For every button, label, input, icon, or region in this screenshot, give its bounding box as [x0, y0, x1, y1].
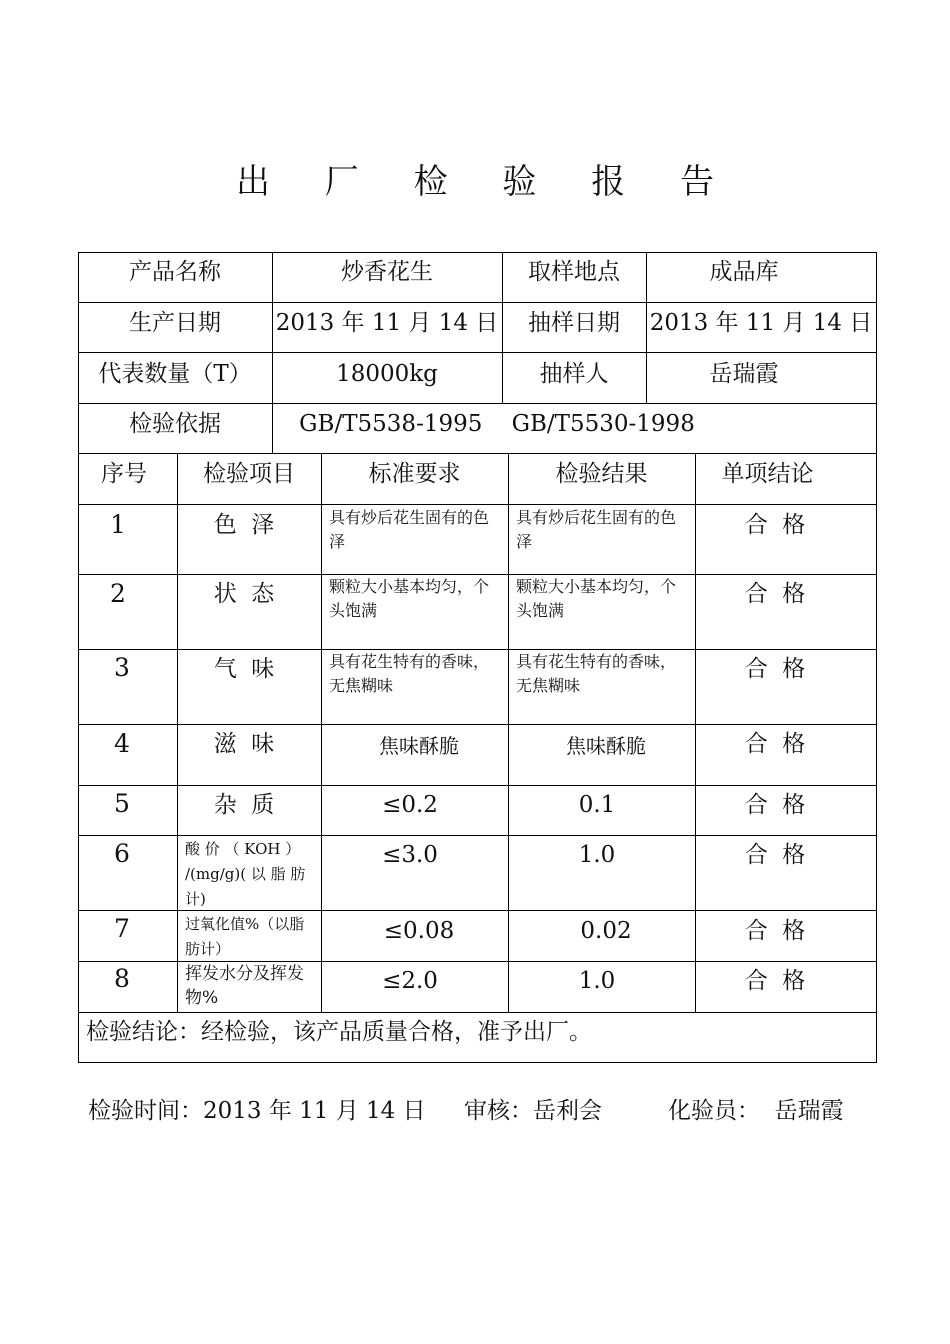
inspection-time: 检验时间：2013 年 11 月 14 日: [88, 1098, 426, 1124]
col-header-no: 序号: [101, 461, 147, 487]
quantity-value: 18000kg: [336, 361, 438, 387]
sample-location-label: 取样地点: [528, 259, 620, 285]
row-item: 酸 价 （ KOH ） /(mg/g)( 以 脂 肪 计): [185, 840, 306, 908]
row-conclusion: 合 格: [744, 512, 806, 538]
col-header-standard: 标准要求: [368, 461, 461, 487]
row-no: 1: [110, 510, 126, 539]
row-standard: 具有花生特有的香味，无焦糊味: [329, 652, 490, 695]
row-no: 5: [114, 789, 130, 818]
product-name-label: 产品名称: [129, 259, 221, 285]
row-result: 具有花生特有的香味，无焦糊味: [516, 652, 677, 695]
row-standard: ≤0.2: [382, 792, 438, 818]
row-item: 滋 味: [213, 731, 275, 757]
sampling-date-label: 抽样日期: [528, 310, 620, 336]
row-standard: 焦味酥脆: [379, 734, 459, 758]
inspection-conclusion: 检验结论：经检验，该产品质量合格，准予出厂。: [86, 1019, 592, 1045]
row-item: 色 泽: [213, 512, 275, 538]
row-item: 过氧化值%（以脂肪计）: [185, 915, 305, 958]
row-standard: 颗粒大小基本均匀，个头饱满: [329, 577, 490, 620]
row-item: 气 味: [213, 656, 275, 682]
row-standard: ≤3.0: [382, 842, 438, 868]
production-date-value: 2013 年 11 月 14 日: [275, 310, 499, 336]
row-conclusion: 合 格: [744, 792, 806, 818]
sampling-date-value: 2013 年 11 月 14 日: [649, 310, 873, 336]
row-result: 1.0: [578, 842, 616, 868]
basis-value: GB/T5538-1995 GB/T5530-1998: [299, 411, 695, 437]
col-header-result: 检验结果: [555, 461, 648, 487]
inspector: 化验员： 岳瑞霞: [668, 1098, 844, 1124]
col-header-conclusion: 单项结论: [721, 461, 814, 487]
row-conclusion: 合 格: [744, 731, 806, 757]
row-conclusion: 合 格: [744, 918, 806, 944]
row-no: 2: [110, 579, 126, 608]
row-standard: 具有炒后花生固有的色泽: [329, 508, 490, 551]
sampler-label: 抽样人: [539, 361, 609, 387]
row-conclusion: 合 格: [744, 968, 806, 994]
row-conclusion: 合 格: [744, 656, 806, 682]
reviewer: 审核：岳利会: [464, 1098, 602, 1124]
row-standard: ≤2.0: [382, 968, 438, 994]
row-item: 状 态: [213, 581, 275, 607]
row-result: 0.02: [580, 918, 632, 944]
row-result: 颗粒大小基本均匀，个头饱满: [516, 577, 677, 620]
report-title: 出 厂 检 验 报 告: [235, 162, 737, 202]
row-no: 3: [114, 653, 130, 682]
sampler-value: 岳瑞霞: [709, 361, 779, 387]
production-date-label: 生产日期: [129, 310, 221, 336]
row-conclusion: 合 格: [744, 842, 806, 868]
row-conclusion: 合 格: [744, 581, 806, 607]
row-result: 0.1: [578, 792, 616, 818]
row-result: 1.0: [578, 968, 616, 994]
quantity-label: 代表数量（T）: [98, 361, 252, 387]
row-result: 焦味酥脆: [566, 734, 646, 758]
col-header-item: 检验项目: [203, 461, 295, 487]
row-no: 6: [114, 839, 130, 868]
basis-label: 检验依据: [129, 411, 221, 437]
row-standard: ≤0.08: [383, 918, 455, 944]
row-item: 杂 质: [213, 792, 275, 818]
sample-location-value: 成品库: [709, 259, 779, 285]
row-item: 挥发水分及挥发物%: [185, 964, 304, 1008]
row-no: 7: [114, 914, 130, 943]
row-no: 8: [114, 964, 130, 993]
product-name-value: 炒香花生: [341, 259, 433, 285]
row-result: 具有炒后花生固有的色泽: [516, 508, 677, 551]
row-no: 4: [114, 729, 130, 758]
